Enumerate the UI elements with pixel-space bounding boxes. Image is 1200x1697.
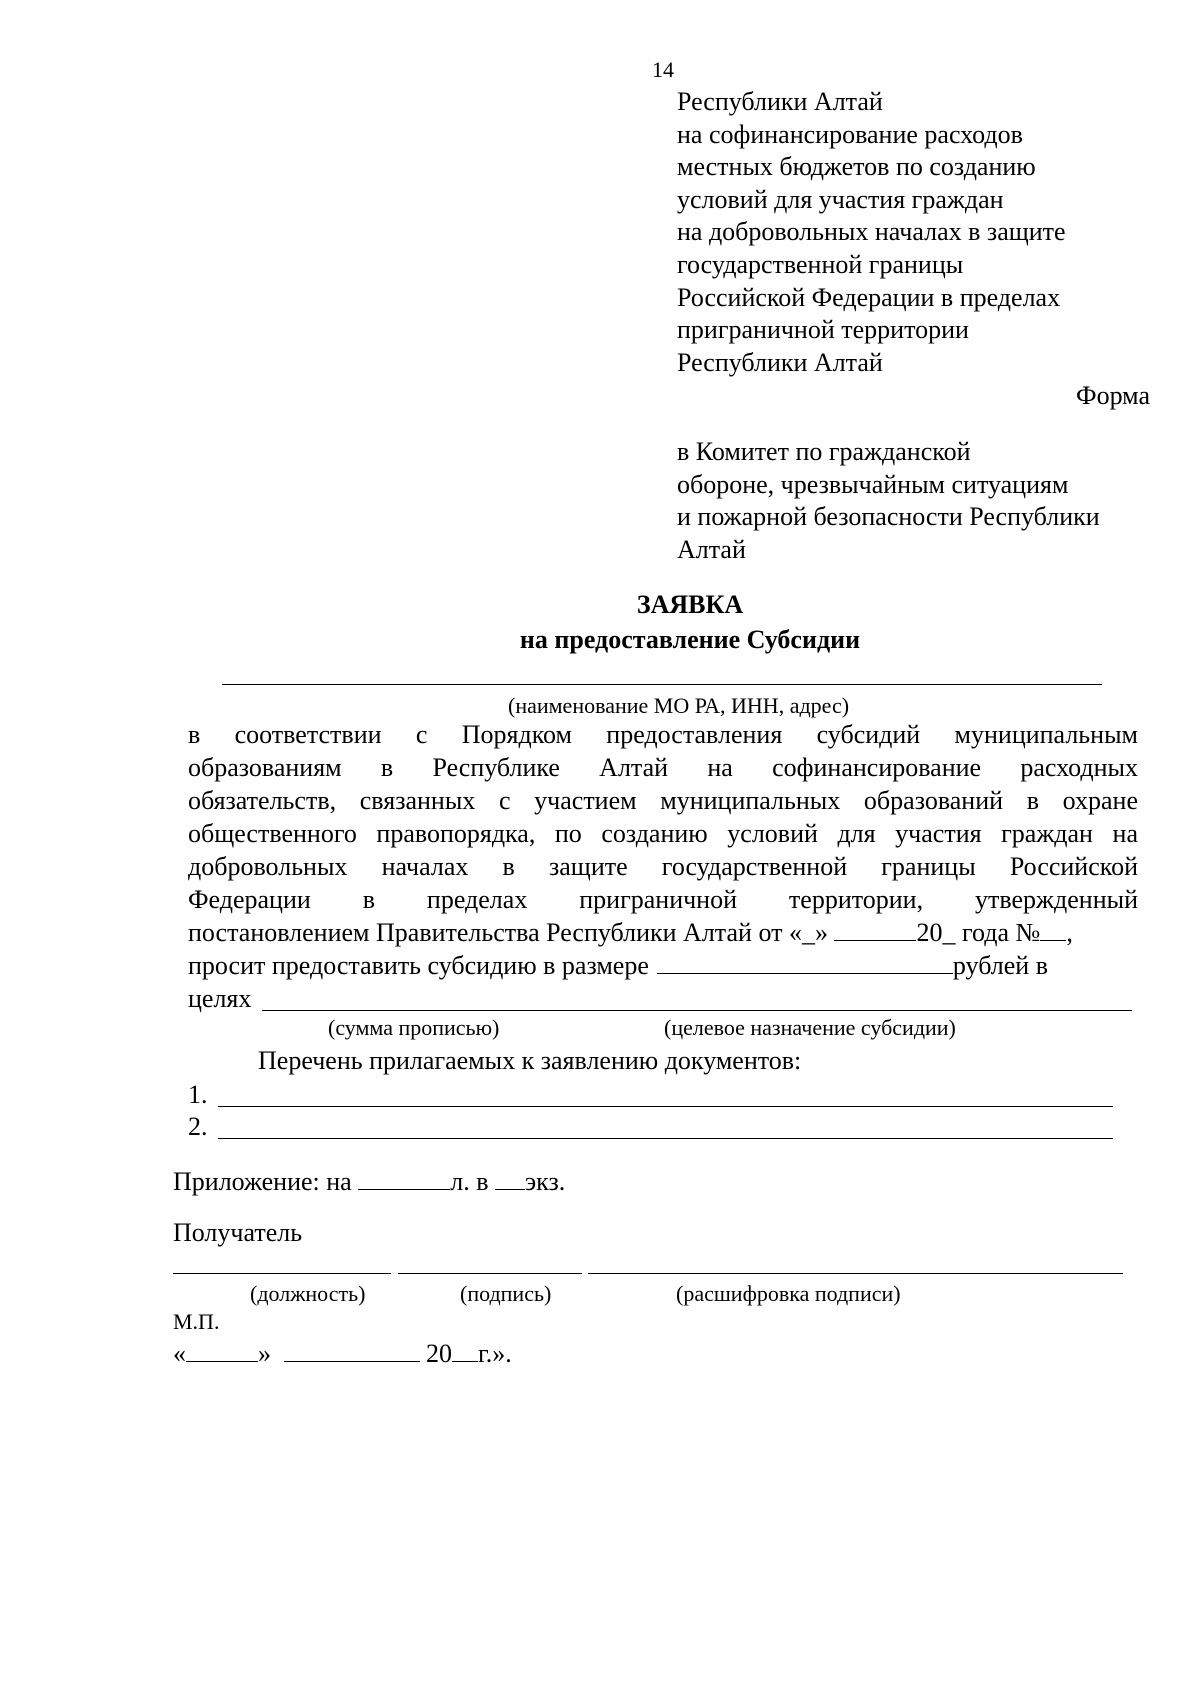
attachment-pages-field[interactable] (358, 1167, 450, 1190)
decree-line (188, 918, 1073, 948)
page-title: ЗАЯВКА (636, 590, 744, 619)
form-label: Форма (1076, 381, 1150, 410)
header-line: приграничной территории (677, 315, 969, 345)
body-line: образованиям в Республике Алтай на софинансирование расходных (188, 753, 1138, 782)
docs-item-1-field[interactable] (218, 1106, 1113, 1107)
docs-item-number: 1. (188, 1080, 208, 1109)
attachment-line (173, 1167, 565, 1197)
docs-item-number: 2. (188, 1112, 208, 1141)
signature-decoding-field[interactable] (588, 1273, 1123, 1274)
signature-field[interactable] (398, 1273, 582, 1274)
purpose-field[interactable] (262, 1010, 1132, 1011)
attachment-text: Приложение: на (173, 1167, 352, 1196)
addressee-line: обороне, чрезвычайным ситуациям (677, 469, 1069, 499)
addressee-line: в Комитет по гражданской (677, 437, 971, 466)
date-year-prefix: 20 (426, 1339, 452, 1368)
body-line: общественного правопорядка, по созданию условий для участия граждан на (188, 819, 1138, 848)
page-number: 14 (652, 57, 674, 82)
body-line: Федерации в пределах приграничной территории, утвержденный (188, 885, 1138, 914)
date-day-field[interactable] (186, 1339, 258, 1362)
date-open-quote: « (173, 1339, 186, 1368)
attachment-copies-field[interactable] (495, 1167, 525, 1190)
recipient-label: Получатель (173, 1218, 303, 1247)
body-line: добровольных началах в защите государственной границы Российской (188, 852, 1138, 881)
date-close-quote: » (258, 1339, 271, 1368)
date-suffix: г.». (478, 1339, 512, 1368)
header-line: государственной границы (677, 249, 964, 279)
decree-year-text: 20_ года № (916, 918, 1041, 947)
decree-number-field[interactable] (1040, 918, 1066, 941)
date-month-field[interactable] (284, 1339, 420, 1362)
decree-text: постановлением Правительства Республики Алтай от «_» (188, 918, 828, 947)
body-line: в соответствии с Порядком предоставления субсидий муниципальным (188, 720, 1138, 749)
amount-suffix: рублей в (952, 951, 1048, 980)
signature-decoding-caption: (расшифровка подписи) (676, 1281, 901, 1306)
stamp-label: М.П. (173, 1309, 220, 1334)
docs-item-2-field[interactable] (218, 1138, 1113, 1139)
header-line: Российской Федерации в пределах (677, 282, 1061, 312)
header-line: условий для участия граждан (677, 184, 1004, 214)
amount-caption: (сумма прописью) (328, 1015, 500, 1040)
page-subtitle: на предоставление Субсидии (519, 625, 861, 654)
header-block (677, 86, 1066, 379)
header-line: на софинансирование расходов (677, 119, 1023, 149)
addressee-line: и пожарной безопасности Республики (677, 502, 1100, 532)
decree-comma: , (1066, 918, 1073, 947)
date-line (173, 1339, 512, 1369)
org-name-line[interactable] (222, 684, 1102, 685)
date-year-field[interactable] (452, 1339, 478, 1362)
purpose-caption: (целевое назначение субсидии) (664, 1015, 956, 1040)
docs-heading: Перечень прилагаемых к заявлению документов: (258, 1046, 802, 1075)
amount-field[interactable] (657, 951, 953, 974)
header-line: Республики Алтай (677, 347, 883, 377)
position-field[interactable] (173, 1273, 391, 1274)
addressee-line: Алтай (677, 534, 746, 564)
position-caption: (должность) (250, 1281, 366, 1306)
header-line: на добровольных началах в защите (677, 217, 1066, 247)
attachment-pages-text: л. в (450, 1167, 489, 1196)
org-name-caption: (наименование МО РА, ИНН, адрес) (508, 693, 850, 718)
addressee-block (677, 436, 1100, 566)
attachment-copies-text: экз. (525, 1167, 566, 1196)
header-line: Республики Алтай (677, 87, 883, 116)
amount-text: просит предоставить субсидию в размере (188, 951, 649, 980)
body-line: обязательств, связанных с участием муниципальных образований в охране (188, 786, 1138, 815)
decree-date-field[interactable] (834, 918, 916, 941)
signature-caption: (подпись) (460, 1281, 552, 1306)
amount-line (188, 951, 1048, 981)
purpose-label: целях (188, 984, 252, 1013)
header-line: местных бюджетов по созданию (677, 152, 1036, 182)
